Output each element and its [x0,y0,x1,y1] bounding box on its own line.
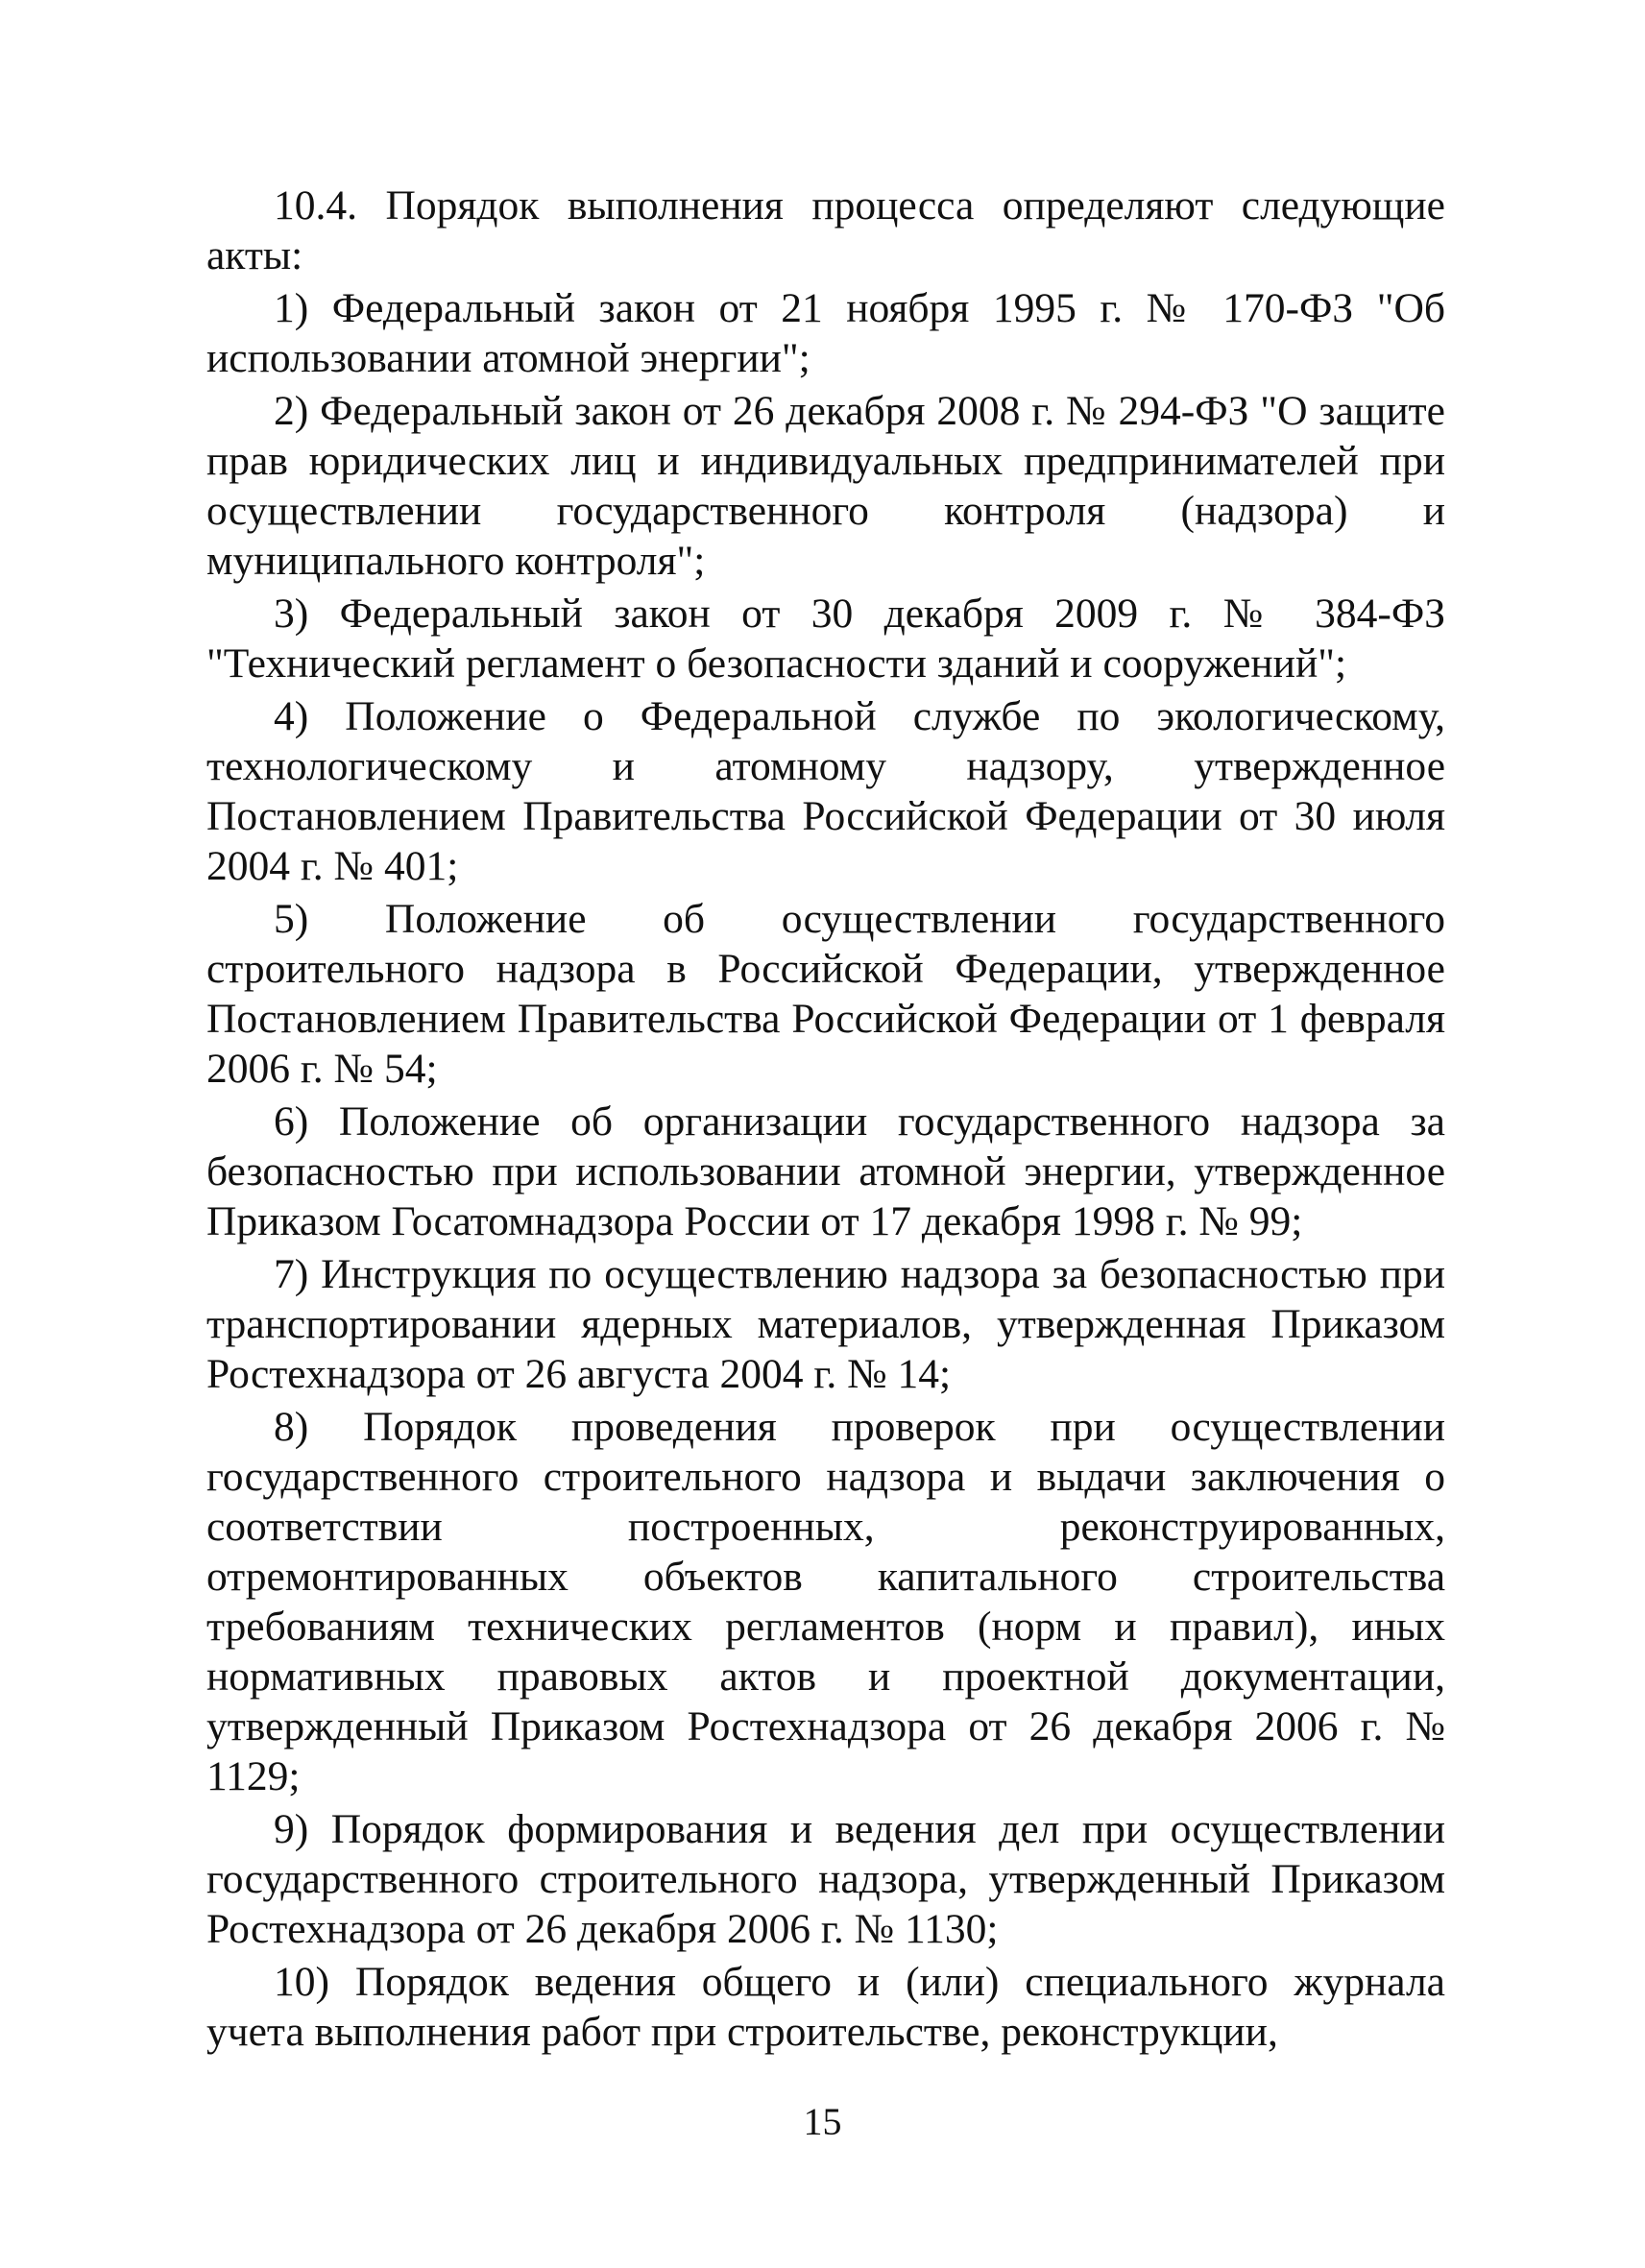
paragraph-10-4-intro: 10.4. Порядок выполнения процесса определяют следующие акты: [206,182,1445,278]
list-item-2: 2) Федеральный закон от 26 декабря 2008 г. № 294-ФЗ "О защите прав юридических лиц и индивидуальных предпринимателей при осуществлении государственного контроля (надзора) и муниципального контроля"; [206,388,1445,584]
list-item-8: 8) Порядок проведения проверок при осуществлении государственного строительного надзора и выдачи заключения о соответствии построенных, реконструированных, отремонтированных объектов капитального строительства требованиям технических регламентов (норм и правил), иных нормативных правовых актов и проектной документации, утвержденный Приказом Ростехнадзора от 26 декабря 2006 г. № 1129; [206,1404,1445,1799]
list-item-1: 1) Федеральный закон от 21 ноября 1995 г. № 170-ФЗ "Об использовании атомной энергии"; [206,285,1445,381]
list-item-10: 10) Порядок ведения общего и (или) специального журнала учета выполнения работ при строительстве, реконструкции, [206,1959,1445,2055]
list-item-3: 3) Федеральный закон от 30 декабря 2009 г. № 384-ФЗ "Технический регламент о безопасности зданий и сооружений"; [206,591,1445,687]
list-item-7: 7) Инструкция по осуществлению надзора за безопасностью при транспортировании ядерных материалов, утвержденная Приказом Ростехнадзора от 26 августа 2004 г. № 14; [206,1251,1445,1397]
page-number: 15 [803,2100,842,2143]
list-item-9: 9) Порядок формирования и ведения дел при осуществлении государственного строительного надзора, утвержденный Приказом Ростехнадзора от 26 декабря 2006 г. № 1130; [206,1806,1445,1952]
list-item-5: 5) Положение об осуществлении государственного строительного надзора в Российской Федерации, утвержденное Постановлением Правительства Российской Федерации от 1 февраля 2006 г. № 54; [206,896,1445,1092]
list-item-4: 4) Положение о Федеральной службе по экологическому, технологическому и атомному надзору, утвержденное Постановлением Правительства Российской Федерации от 30 июля 2004 г. № 401; [206,693,1445,889]
list-item-6: 6) Положение об организации государственного надзора за безопасностью при использовании атомной энергии, утвержденное Приказом Госатомнадзора России от 17 декабря 1998 г. № 99; [206,1098,1445,1244]
document-body [206,181,1445,2060]
